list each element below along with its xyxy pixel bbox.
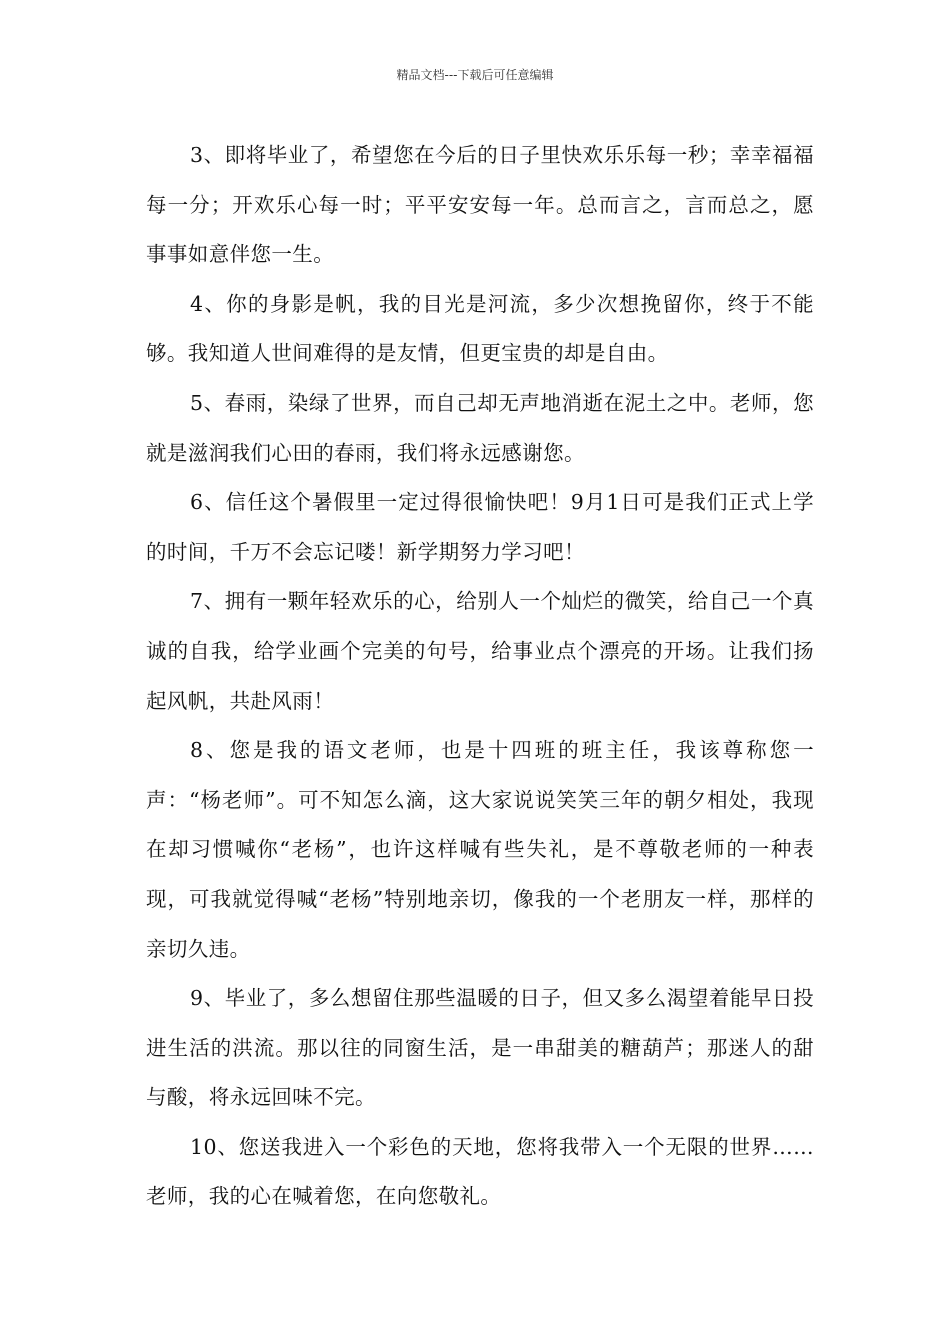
paragraph-4: 4、你的身影是帆，我的目光是河流，多少次想挽留你，终于不能够。我知道人世间难得的是友情，但更宝贵的却是自由。 [146, 291, 814, 366]
document-body [146, 131, 814, 1222]
paragraph-3: 3、即将毕业了，希望您在今后的日子里快欢乐乐每一秒；幸幸福福每一分；开欢乐心每一时；平平安安每一年。总而言之，言而总之，愿事事如意伴您一生。 [146, 143, 814, 267]
page-header: 精品文档---下载后可任意编辑 [396, 68, 554, 82]
paragraph-6: 6、信任这个暑假里一定过得很愉快吧！9月1日可是我们正式上学的时间，千万不会忘记喽！新学期努力学习吧！ [146, 490, 814, 564]
paragraph-10: 10、您送我进入一个彩色的天地，您将我带入一个无限的世界……老师，我的心在喊着您，在向您敬礼。 [146, 1134, 814, 1209]
paragraph-7: 7、拥有一颗年轻欢乐的心，给别人一个灿烂的微笑，给自己一个真诚的自我，给学业画个完美的句号，给事业点个漂亮的开场。让我们扬起风帆，共赴风雨！ [146, 589, 814, 713]
paragraph-9: 9、毕业了，多么想留住那些温暖的日子，但又多么渴望着能早日投进生活的洪流。那以往的同窗生活，是一串甜美的糖葫芦；那迷人的甜与酸，将永远回味不完。 [146, 986, 814, 1110]
paragraph-8: 8、您是我的语文老师，也是十四班的班主任，我该尊称您一声：“杨老师”。可不知怎么滴，这大家说说笑笑三年的朝夕相处，我现在却习惯喊你“老杨”，也许这样喊有些失礼，是不尊敬老师的一种表现，可我就觉得喊“老杨”特别地亲切，像我的一个老朋友一样，那样的亲切久违。 [146, 738, 814, 961]
paragraph-5: 5、春雨，染绿了世界，而自己却无声地消逝在泥土之中。老师，您就是滋润我们心田的春雨，我们将永远感谢您。 [146, 390, 814, 465]
